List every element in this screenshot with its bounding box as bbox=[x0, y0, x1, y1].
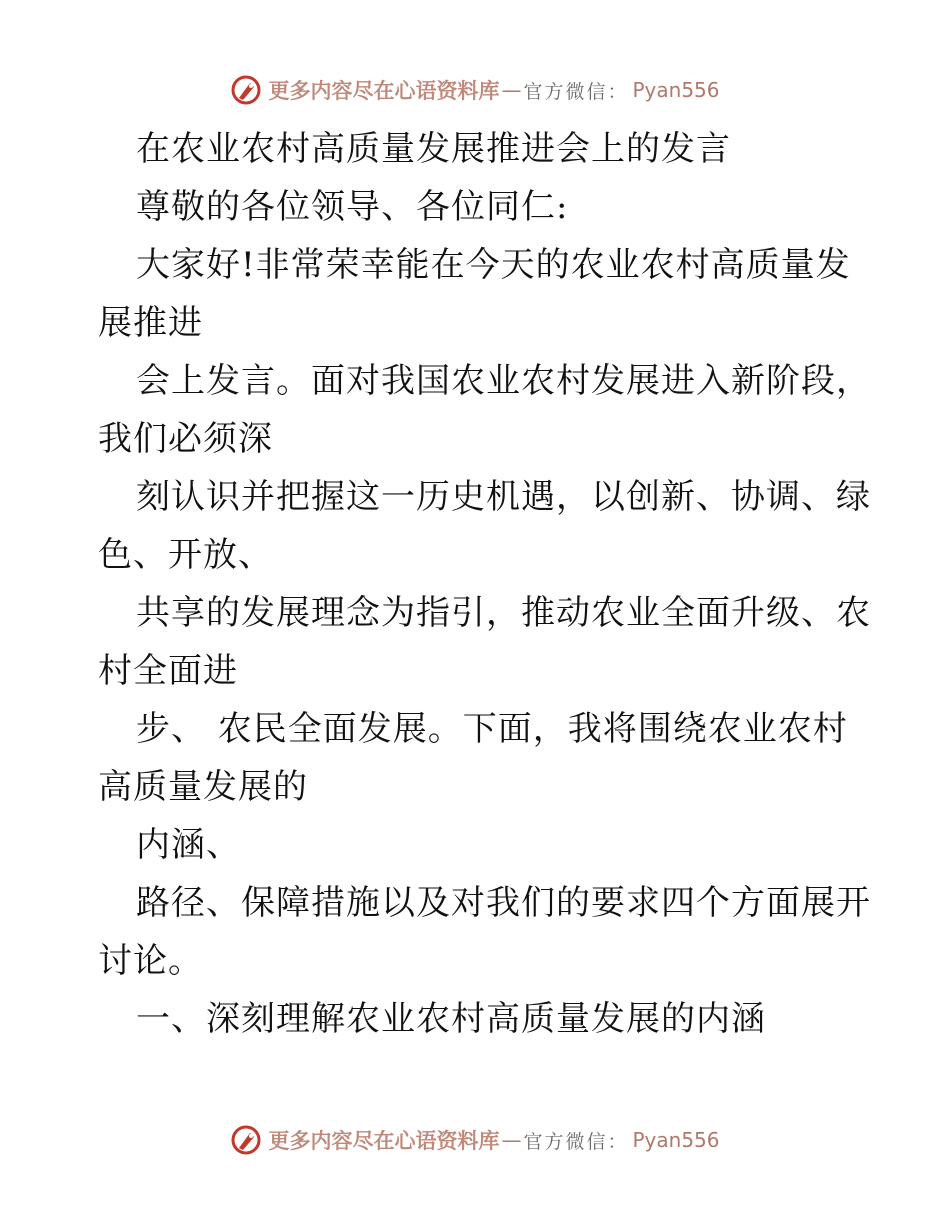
text-line: 刻认识并把握这一历史机遇，以创新、协调、绿 bbox=[136, 477, 871, 517]
text-line: 路径、保障措施以及对我们的要求四个方面展开 bbox=[136, 883, 871, 923]
footer-watermark bbox=[0, 1120, 950, 1160]
text-line: 我们必须深 bbox=[98, 419, 273, 459]
separator: — bbox=[501, 1128, 522, 1152]
text-line: 步、 农民全面发展。下面，我将围绕农业农村 bbox=[136, 709, 848, 749]
text-line: 尊敬的各位领导、各位同仁: bbox=[136, 187, 569, 227]
wechat-id: Pyan556 bbox=[632, 1128, 720, 1152]
text-line: 大家好!非常荣幸能在今天的农业农村高质量发 bbox=[136, 245, 851, 285]
text-line: 高质量发展的 bbox=[98, 767, 308, 807]
text-line: 一、深刻理解农业农村高质量发展的内涵 bbox=[136, 999, 766, 1039]
text-line: 会上发言。面对我国农业农村发展进入新阶段， bbox=[136, 361, 871, 401]
wechat-id: Pyan556 bbox=[632, 78, 720, 102]
document-body bbox=[98, 120, 871, 1048]
pen-nib-logo-icon bbox=[230, 1124, 262, 1156]
separator: — bbox=[501, 78, 522, 102]
text-line: 讨论。 bbox=[98, 941, 203, 981]
text-line: 村全面进 bbox=[98, 651, 238, 691]
wechat-label: 官方微信： bbox=[523, 80, 629, 103]
text-line: 展推进 bbox=[98, 303, 203, 343]
text-line: 在农业农村高质量发展推进会上的发言 bbox=[136, 129, 731, 169]
header-watermark bbox=[0, 70, 950, 110]
brand-text: 更多内容尽在心语资料库 bbox=[268, 78, 500, 103]
text-line: 内涵、 bbox=[136, 825, 241, 865]
text-line: 共享的发展理念为指引，推动农业全面升级、农 bbox=[136, 593, 871, 633]
brand-text: 更多内容尽在心语资料库 bbox=[268, 1128, 500, 1153]
text-line: 色、开放、 bbox=[98, 535, 273, 575]
wechat-label: 官方微信： bbox=[523, 1130, 629, 1153]
pen-nib-logo-icon bbox=[230, 74, 262, 106]
